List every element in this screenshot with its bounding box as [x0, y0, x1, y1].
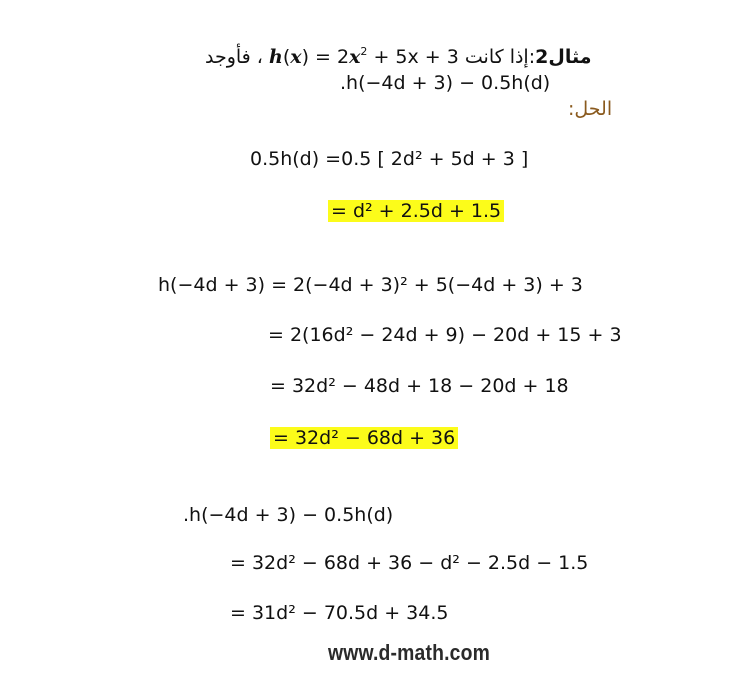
step-text: = 2(16d² − 24d + 9) − 20d + 15 + 3 [268, 324, 622, 346]
step-line [268, 322, 622, 348]
target-expression [340, 70, 550, 96]
step-line [270, 373, 569, 399]
function-rhs-tail: + 5x + 3 [373, 46, 459, 68]
watermark: www.d-math.com [328, 640, 491, 665]
function-definition: $h(x) = 2x^2 + 5x + 3$ [268, 45, 459, 68]
step-text: = 32d² − 68d + 36 − d² − 2.5d − 1.5 [230, 552, 589, 574]
step-text: = 32d² − 68d + 36 [270, 427, 458, 449]
step-text: = 31d² − 70.5d + 34.5 [230, 602, 449, 624]
step-line-highlighted [270, 425, 458, 451]
step-text: 0.5h(d) =0.5 [ 2d² + 5d + 3 ] [250, 148, 529, 170]
if-word: إذا كانت [464, 46, 529, 68]
step-line [230, 600, 448, 626]
step-line [183, 502, 393, 528]
step-line [158, 272, 583, 298]
example-header [205, 44, 592, 70]
solution-label-text: الحل: [568, 98, 613, 120]
example-label: مثال2 [535, 46, 592, 68]
step-text: h(−4d + 3) = 2(−4d + 3)² + 5(−4d + 3) + 3 [158, 274, 583, 296]
step-line-highlighted [328, 198, 504, 224]
solution-label [568, 96, 612, 122]
header-colon: : [528, 46, 536, 68]
step-line [230, 550, 588, 576]
target-expression-text: .h(−4d + 3) − 0.5h(d) [340, 72, 551, 94]
step-text: .h(−4d + 3) − 0.5h(d) [183, 504, 394, 526]
step-line [250, 146, 528, 172]
step-text: = d² + 2.5d + 1.5 [328, 200, 504, 222]
find-word: ، فأوجد [205, 46, 263, 68]
step-text: = 32d² − 48d + 18 − 20d + 18 [270, 375, 569, 397]
